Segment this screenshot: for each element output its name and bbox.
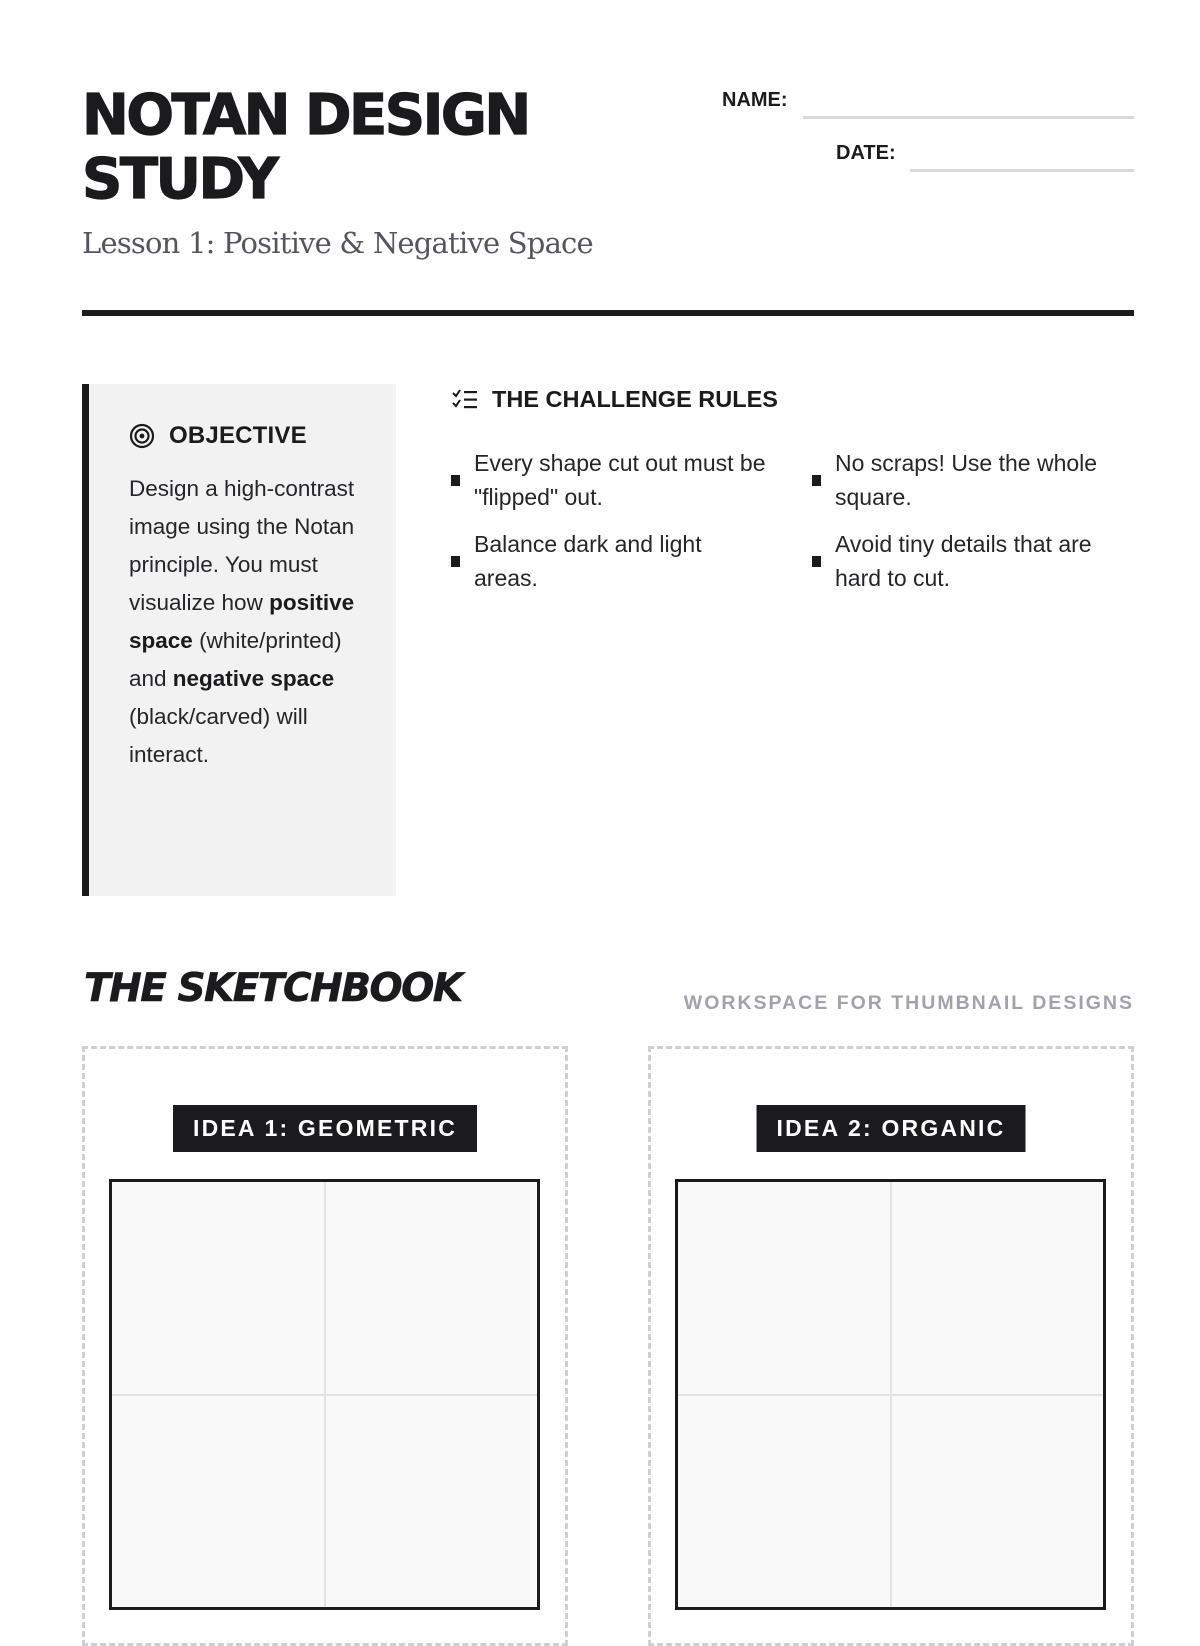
date-field[interactable] (910, 169, 1134, 172)
rule-item (812, 527, 1132, 595)
rule-item (451, 446, 771, 514)
rule-text: Avoid tiny details that are hard to cut. (835, 531, 1092, 591)
sketch-panel-geometric (82, 1046, 568, 1646)
page-title: NOTAN DESIGN STUDY (82, 83, 529, 212)
lesson-subtitle: Lesson 1: Positive & Negative Space (82, 226, 593, 260)
grid-line-horizontal (112, 1394, 537, 1396)
header-divider (82, 310, 1134, 316)
rules-title: THE CHALLENGE RULES (492, 386, 778, 412)
idea-label: IDEA 1: GEOMETRIC (173, 1105, 477, 1152)
name-field[interactable] (803, 116, 1134, 119)
bullet-icon (812, 475, 821, 486)
positive-space-term: positive space (129, 590, 355, 653)
drawing-square[interactable] (675, 1179, 1106, 1610)
rule-item (812, 446, 1132, 514)
rule-text: No scraps! Use the whole square. (835, 450, 1098, 510)
sketchbook-caption: WORKSPACE FOR THUMBNAIL DESIGNS (683, 992, 1134, 1014)
rules-heading (452, 386, 778, 413)
rule-text: Balance dark and light areas. (474, 531, 702, 591)
name-label: NAME: (722, 89, 788, 111)
objective-heading (129, 422, 307, 450)
drawing-square[interactable] (109, 1179, 540, 1610)
objective-box (82, 384, 396, 896)
target-icon (129, 423, 155, 449)
sketch-panel-organic (648, 1046, 1134, 1646)
bullet-icon (451, 556, 460, 567)
bullet-icon (812, 556, 821, 567)
sketchbook-title: THE SKETCHBOOK (84, 966, 462, 1011)
negative-space-term: negative space (172, 666, 335, 691)
objective-title: OBJECTIVE (169, 422, 307, 449)
date-label: DATE: (836, 142, 896, 164)
checklist-icon (452, 388, 478, 412)
grid-line-horizontal (678, 1394, 1103, 1396)
rule-item (451, 527, 771, 595)
bullet-icon (451, 475, 460, 486)
objective-text: Design a high-contrast image using the Notan principle. You must visualize how positive space (white/printed) and negative space (black/carved) will interact. (129, 476, 355, 767)
idea-label: IDEA 2: ORGANIC (757, 1105, 1026, 1152)
rule-text: Every shape cut out must be "flipped" out. (474, 450, 766, 510)
